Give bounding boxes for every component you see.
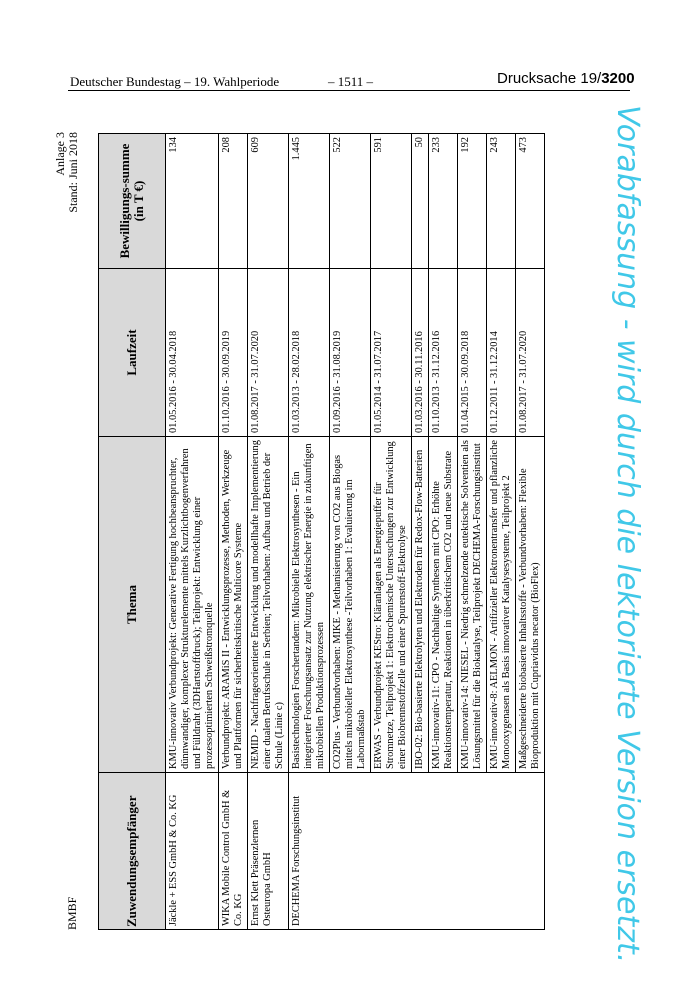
cell-empfaenger: Ernst Klett Präsenzlernen Osteuropa GmbH <box>248 773 289 930</box>
drucksache-prefix: Drucksache 19/ <box>497 70 602 87</box>
stand-label: Stand: Juni 2018 <box>66 132 80 213</box>
cell-empfaenger: DECHEMA Forschungsinstitut <box>289 773 545 930</box>
cell-summe: 243 <box>487 134 516 269</box>
cell-thema: NEMID - Nachfrageorientierte Entwicklung und modellhafte Implementierung einer dualen Berufsschule in Serbien; Teilvorhaben: Aufbau und Betrieb der Schule (Linie c) <box>248 437 289 773</box>
cell-summe: 134 <box>166 134 219 269</box>
page-number: – 1511 – <box>328 74 374 89</box>
cell-laufzeit: 01.08.2017 - 31.07.2020 <box>516 269 545 437</box>
cell-laufzeit: 01.10.2016 - 30.09.2019 <box>219 269 248 437</box>
rotated-table-page <box>53 120 600 930</box>
ministry-label: BMBF <box>65 896 79 930</box>
table-row <box>289 134 330 930</box>
cell-laufzeit: 01.04.2015 - 30.09.2018 <box>458 269 487 437</box>
cell-summe: 591 <box>371 134 412 269</box>
cell-laufzeit: 01.05.2014 - 31.07.2017 <box>371 269 412 437</box>
cell-thema: KMU-innovativ-8: AELMON - Artifizieller Elektronentransfer und pflanzliche Monooxygenasen als Basis innovativer Katalysesysteme, Teilprojekt 2 <box>487 437 516 773</box>
header-empfaenger: Zuwendungsempfänger <box>99 773 166 930</box>
header-left: Deutscher Bundestag – 19. Wahlperiode <box>70 74 280 89</box>
cell-thema: KMU-innovativ Verbundprojekt: Generative Fertigung hochbeanspruchter, dünnwandiger, komplexer Strukturelemente mittels Kurzlichtbogenverfahren und Fülldraht (3DHartstoffdruck); Teilprojekt: Entwicklung einer prozessoptimierten Schweißstromquelle <box>166 437 219 773</box>
cell-thema: KMU-innovativ-14: NIESEL - Niedrig schmelzende eutektische Solventien als Lösungsmittel für die Biokatalyse, Teilprojekt DECHEMA-Forschungsinstitut <box>458 437 487 773</box>
cell-summe: 208 <box>219 134 248 269</box>
cell-summe: 609 <box>248 134 289 269</box>
cell-summe: 522 <box>330 134 371 269</box>
cell-thema: Basistechnologien Forschertandem: Mikrobielle Elektrosynthesen - Ein integrierter Forschungsansatz zur Nutzung elektrischer Energie in zukunftigen mikrobiellen Produktionsprozessen <box>289 437 330 773</box>
watermark-text: Vorabfassung - wird durch die lektorierte Version ersetzt. <box>610 105 645 964</box>
cell-thema: IBO-02: Bio-basierte Elektrolyten und Elektroden für Redox-Flow-Batterien <box>412 437 429 773</box>
cell-summe: 192 <box>458 134 487 269</box>
cell-summe: 50 <box>412 134 429 269</box>
cell-empfaenger: WIKA Mobile Control GmbH & Co. KG <box>219 773 248 930</box>
anlage-label: Anlage 3 <box>53 132 67 176</box>
cell-thema: KMU-innovativ-11: CPO - Nachhaltige Synthesen mit CPO: Erhöhte Reaktionstemperatur, Reaktionen in überkritischem CO2 und neue Substrate <box>429 437 458 773</box>
header-rule <box>68 90 630 91</box>
table-row <box>219 134 248 930</box>
cell-thema: Verbundprojekt: ARAMiS II - Entwicklungsprozesse, Methoden, Werkzeuge und Plattformen für sicherheitskritische Multicore Systeme <box>219 437 248 773</box>
table-row <box>248 134 289 930</box>
cell-summe: 233 <box>429 134 458 269</box>
funding-table <box>98 133 545 930</box>
cell-laufzeit: 01.03.2013 - 28.02.2018 <box>289 269 330 437</box>
table-header-row <box>99 134 166 930</box>
cell-laufzeit: 01.03.2016 - 30.11.2016 <box>412 269 429 437</box>
anlage-block <box>54 132 80 213</box>
cell-empfaenger: Jäckle + ESS GmbH & Co. KG <box>166 773 219 930</box>
cell-laufzeit: 01.05.2016 - 30.04.2018 <box>166 269 219 437</box>
table-row <box>166 134 219 930</box>
drucksache-label <box>497 70 635 87</box>
header-summe: Bewilligungs-summe (in T €) <box>99 134 166 269</box>
cell-laufzeit: 01.08.2017 - 31.07.2020 <box>248 269 289 437</box>
cell-laufzeit: 01.10.2013 - 31.12.2016 <box>429 269 458 437</box>
cell-laufzeit: 01.09.2016 - 31.08.2019 <box>330 269 371 437</box>
cell-summe: 473 <box>516 134 545 269</box>
header-laufzeit: Laufzeit <box>99 269 166 437</box>
drucksache-number: 3200 <box>601 70 635 87</box>
watermark <box>610 105 687 964</box>
cell-thema: ERWAS - Verbundprojekt KEStro: Kläranlagen als Energiepuffer für Stromnetze, Teilprojekt 1: Elektrochemische Untersuchungen zur Entwicklung einer Biobrennstoffzelle und einer Spurenstoff-Elektrolyse <box>371 437 412 773</box>
cell-thema: CO2Plus - Verbundvorhaben: MIKE - Methanisierung von CO2 aus Biogas mittels mikrobieller Elektrosynthese -Teilvorhaben 1: Evaluierung im Labormaßstab <box>330 437 371 773</box>
header-thema: Thema <box>99 437 166 773</box>
cell-summe: 1.445 <box>289 134 330 269</box>
cell-thema: Maßgeschneiderte biobasierte Inhaltsstoffe - Verbundvorhaben: Flexible Bioproduktion mit Cupriavidus necator (BioFlex) <box>516 437 545 773</box>
cell-laufzeit: 01.12.2011 - 31.12.2014 <box>487 269 516 437</box>
